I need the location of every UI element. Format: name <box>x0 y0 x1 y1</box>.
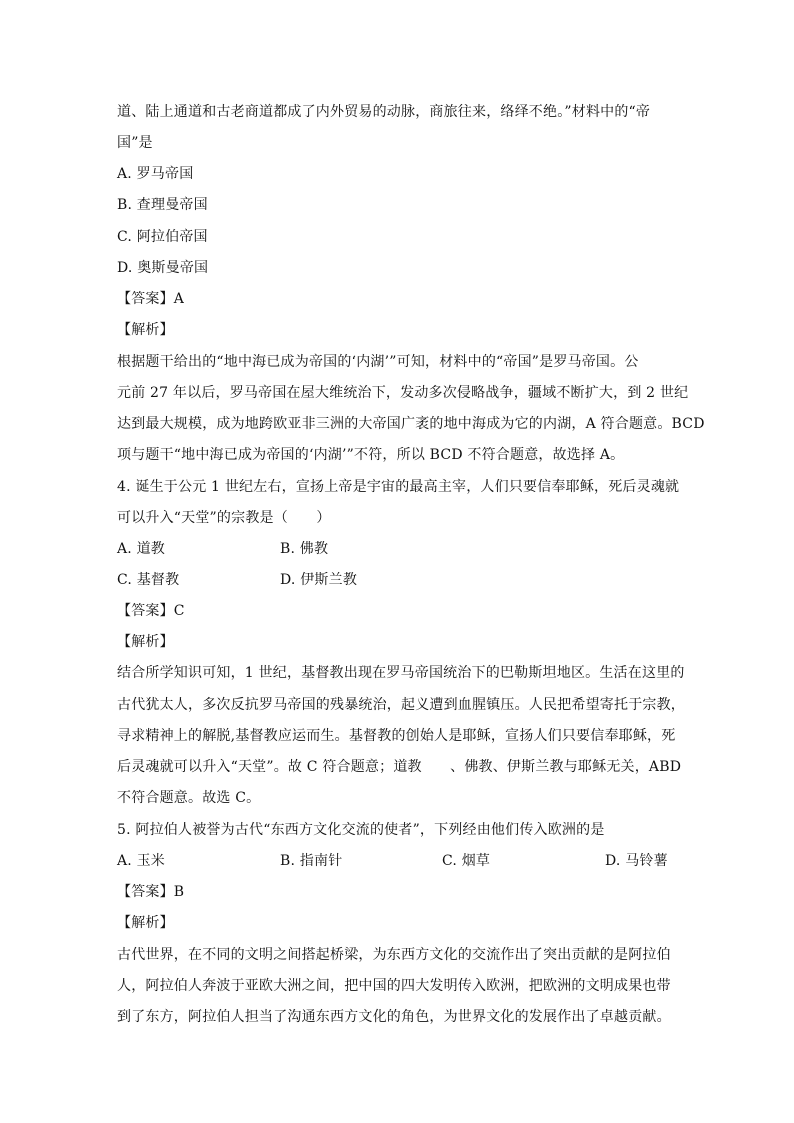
text-line: 人，阿拉伯人奔波于亚欧大洲之间，把中国的四大发明传入欧洲，把欧洲的文明成果也带 <box>117 978 671 994</box>
q4-option-a: A. 道教 <box>117 541 166 557</box>
q3-analysis-heading: 【解析】 <box>117 322 174 338</box>
text-line: 寻求精神上的解脱,基督教应运而生。基督教的创始人是耶稣，宣扬人们只要信奉耶稣，死 <box>117 728 676 744</box>
question-4-stem: 4. 诞生于公元 1 世纪左右，宣扬上帝是宇宙的最高主宰，人们只要信奉耶稣，死后灵魂就 <box>117 479 680 495</box>
text-line: 古代犹太人，多次反抗罗马帝国的残暴统治，起义遭到血腥镇压。人民把希望寄托于宗教， <box>117 697 685 713</box>
q4-analysis-heading: 【解析】 <box>117 634 174 650</box>
text-line: 后灵魂就可以升入“天堂”。故 C 符合题意；道教 、佛教、伊斯兰教与耶稣无关，ABD <box>117 759 682 775</box>
text-line: 结合所学知识可知，1 世纪，基督教出现在罗马帝国统治下的巴勒斯坦地区。生活在这里的 <box>117 665 685 681</box>
q4-answer: 【答案】C <box>117 603 185 619</box>
q4-option-d: D. 伊斯兰教 <box>280 572 358 588</box>
question-4-stem: 可以升入“天堂”的宗教是（ ） <box>117 510 331 526</box>
q3-option-b: B. 查理曼帝国 <box>117 197 208 213</box>
q5-option-d: D. 马铃薯 <box>605 853 668 869</box>
text-line: 根据题干给出的“地中海已成为帝国的‘内湖’”可知，材料中的“帝国”是罗马帝国。公 <box>117 354 639 370</box>
q4-option-b: B. 佛教 <box>280 541 329 557</box>
text-line: 项与题干“地中海已成为帝国的‘内湖’”不符，所以 BCD 不符合题意，故选择 A。 <box>117 447 625 463</box>
text-line: 国”是 <box>117 135 153 151</box>
q3-option-c: C. 阿拉伯帝国 <box>117 229 208 245</box>
q5-analysis-heading: 【解析】 <box>117 915 174 931</box>
text-line: 到了东方，阿拉伯人担当了沟通东西方文化的角色，为世界文化的发展作出了卓越贡献。 <box>117 1009 671 1025</box>
text-line: 达到最大规模，成为地跨欧亚非三洲的大帝国广袤的地中海成为它的内湖，A 符合题意。BCD <box>117 416 705 432</box>
q3-option-d: D. 奥斯曼帝国 <box>117 260 209 276</box>
q5-option-b: B. 指南针 <box>280 853 343 869</box>
text-line: 道、陆上通道和古老商道都成了内外贸易的动脉，商旅往来，络绎不绝。”材料中的“帝 <box>117 104 651 120</box>
q3-option-a: A. 罗马帝国 <box>117 166 194 182</box>
question-5-stem: 5. 阿拉伯人被誉为古代“东西方文化交流的使者”，下列经由他们传入欧洲的是 <box>117 822 605 838</box>
text-line: 古代世界，在不同的文明之间搭起桥梁，为东西方文化的交流作出了突出贡献的是阿拉伯 <box>117 947 671 963</box>
text-line: 不符合题意。故选 C。 <box>117 790 261 806</box>
q5-option-c: C. 烟草 <box>442 853 491 869</box>
q5-answer: 【答案】B <box>117 884 185 900</box>
text-line: 元前 27 年以后，罗马帝国在屋大维统治下，发动多次侵略战争，疆域不断扩大，到 2 世纪 <box>117 385 689 401</box>
q5-option-a: A. 玉米 <box>117 853 166 869</box>
q3-answer: 【答案】A <box>117 291 185 307</box>
q4-option-c: C. 基督教 <box>117 572 180 588</box>
